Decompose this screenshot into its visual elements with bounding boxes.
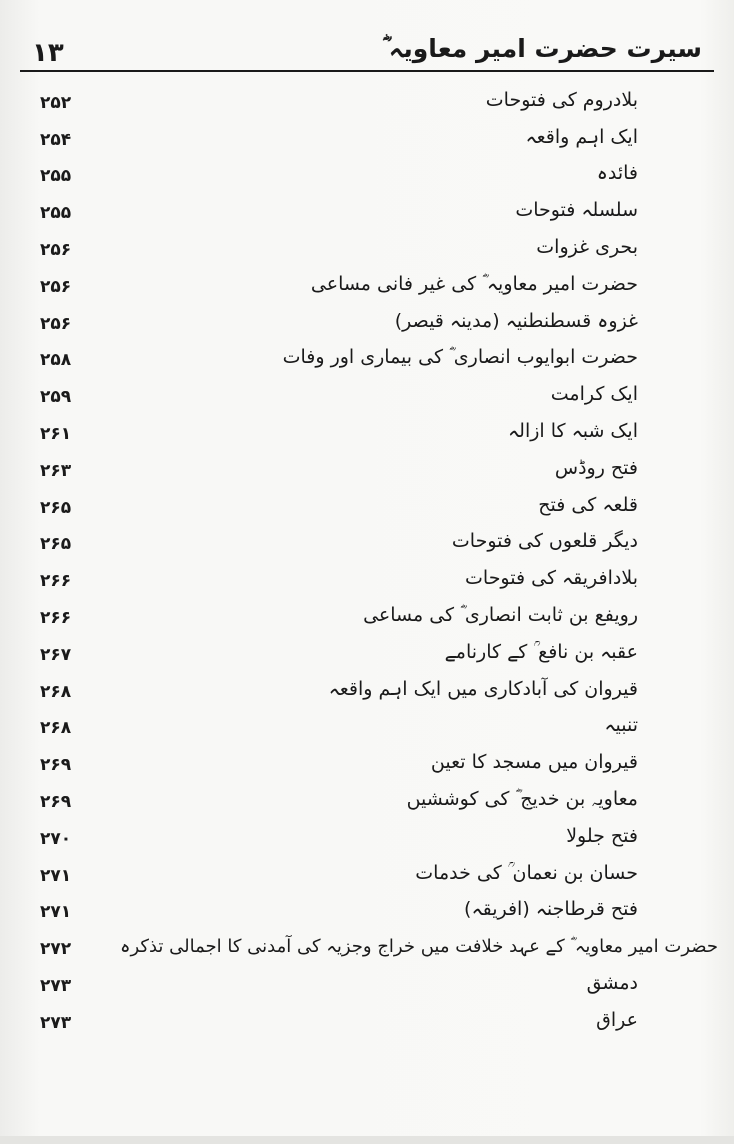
toc-entry-title: سلسلہ فتوحات <box>515 199 638 222</box>
toc-entry-page-number: ۲۶۶ <box>40 607 72 628</box>
toc-entry <box>0 80 734 117</box>
toc-entry-title: قیروان میں مسجد کا تعین <box>430 751 638 774</box>
toc-entry <box>0 706 734 743</box>
toc-entry-title: قلعہ کی فتح <box>538 493 638 516</box>
toc-entry <box>0 816 734 853</box>
toc-entry <box>0 338 734 375</box>
toc-entry-title: بلادافریقہ کی فتوحات <box>465 567 638 590</box>
toc-entry-page-number: ۲۷۰ <box>40 828 72 849</box>
toc-entry-page-number: ۲۵۶ <box>40 313 72 334</box>
toc-entry-page-number: ۲۶۶ <box>40 571 72 592</box>
toc-entry <box>0 411 734 448</box>
toc-entry <box>0 154 734 191</box>
toc-entry-page-number: ۲۷۱ <box>40 865 72 886</box>
toc-entry-page-number: ۲۵۹ <box>40 387 72 408</box>
toc-entry-title: حسان بن نعمان ؒ کی خدمات <box>415 861 638 884</box>
toc-entry <box>0 926 734 963</box>
toc-entry-page-number: ۲۵۵ <box>40 203 72 224</box>
toc-entry-page-number: ۲۶۹ <box>40 791 72 812</box>
toc-entry-page-number: ۲۵۶ <box>40 276 72 297</box>
page-header <box>24 22 712 68</box>
table-of-contents <box>0 80 734 1037</box>
toc-entry-title: عراق <box>596 1008 638 1031</box>
toc-entry-page-number: ۲۶۱ <box>40 423 72 444</box>
toc-entry <box>0 227 734 264</box>
toc-entry-title: ایک شبہ کا ازالہ <box>508 419 638 442</box>
toc-entry-page-number: ۲۶۸ <box>40 681 72 702</box>
toc-entry-page-number: ۲۵۲ <box>40 92 72 113</box>
toc-entry-title: دمشق <box>586 971 638 994</box>
toc-entry-page-number: ۲۶۸ <box>40 718 72 739</box>
toc-entry-page-number: ۲۵۴ <box>40 129 72 150</box>
toc-entry-title: بحری غزوات <box>536 235 638 258</box>
toc-entry <box>0 1000 734 1037</box>
toc-entry <box>0 374 734 411</box>
toc-entry <box>0 595 734 632</box>
toc-entry-title: حضرت امیر معاویہ ؓ کے عہد خلافت میں خراج وجزیہ کی آمدنی کا اجمالی تذکرہ <box>119 936 718 958</box>
toc-entry-page-number: ۲۵۸ <box>40 350 72 371</box>
toc-entry <box>0 448 734 485</box>
toc-entry-title: ایک اہم واقعہ <box>525 125 638 148</box>
toc-entry-title: غزوہ قسطنطنیہ (مدینہ قیصر) <box>394 309 638 332</box>
toc-entry-title: فائدہ <box>596 162 638 185</box>
toc-entry-title: رویفع بن ثابت انصاری ؓ کی مساعی <box>363 603 638 626</box>
toc-entry <box>0 669 734 706</box>
toc-entry <box>0 779 734 816</box>
toc-entry-title: قیروان کی آبادکاری میں ایک اہم واقعہ <box>328 677 638 700</box>
toc-entry-title: حضرت ابوایوب انصاری ؓ کی بیماری اور وفات <box>282 346 638 369</box>
toc-entry <box>0 301 734 338</box>
toc-entry-title: فتح جلولا <box>566 824 638 847</box>
toc-entry <box>0 742 734 779</box>
toc-entry-title: فتح روڈس <box>554 456 638 479</box>
toc-entry-page-number: ۲۵۵ <box>40 166 72 187</box>
toc-entry-page-number: ۲۷۲ <box>40 939 72 960</box>
toc-entry <box>0 117 734 154</box>
toc-entry <box>0 485 734 522</box>
toc-entry-page-number: ۲۶۷ <box>40 644 72 665</box>
toc-entry-title: حضرت امیر معاویہ ؓ کی غیر فانی مساعی <box>310 272 638 295</box>
toc-entry <box>0 264 734 301</box>
page-number: ۱۳ <box>32 38 64 68</box>
toc-entry-page-number: ۲۶۹ <box>40 755 72 776</box>
toc-entry-title: تنبیہ <box>604 714 638 737</box>
toc-entry <box>0 190 734 227</box>
toc-entry-page-number: ۲۶۵ <box>40 534 72 555</box>
toc-entry <box>0 522 734 559</box>
toc-entry-title: معاویہ بن خدیج ؓ کی کوششیں <box>406 787 638 810</box>
toc-entry-page-number: ۲۵۶ <box>40 239 72 260</box>
header-rule <box>20 70 714 72</box>
toc-entry-title: ایک کرامت <box>550 383 638 406</box>
toc-entry-title: دیگر قلعوں کی فتوحات <box>451 530 638 553</box>
toc-entry-page-number: ۲۷۳ <box>40 1012 72 1033</box>
toc-entry <box>0 558 734 595</box>
toc-entry-title: عقبہ بن نافع ؒ کے کارنامے <box>444 640 638 663</box>
toc-entry-title: بلادروم کی فتوحات <box>485 88 638 111</box>
toc-entry <box>0 853 734 890</box>
toc-entry-page-number: ۲۶۳ <box>40 460 72 481</box>
toc-entry <box>0 632 734 669</box>
toc-entry-page-number: ۲۶۵ <box>40 497 72 518</box>
toc-entry-title: فتح قرطاجنہ (افریقہ) <box>464 898 638 921</box>
toc-entry <box>0 890 734 927</box>
toc-entry-page-number: ۲۷۳ <box>40 975 72 996</box>
toc-entry-page-number: ۲۷۱ <box>40 902 72 923</box>
page-bottom-edge <box>0 1136 734 1144</box>
toc-entry <box>0 963 734 1000</box>
running-title: سیرت حضرت امیر معاویہ ؓ <box>382 34 702 63</box>
